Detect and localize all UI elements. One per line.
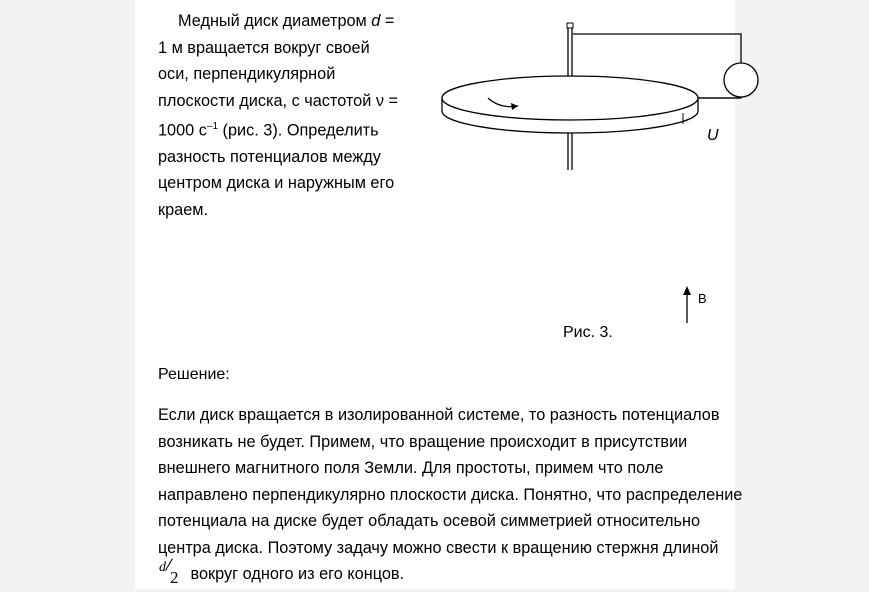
solution-text [158, 402, 758, 588]
figure-disk [436, 18, 736, 338]
field-arrow-head [683, 286, 691, 295]
field-label: B [698, 291, 707, 306]
problem-text [158, 8, 401, 223]
solution-line: Если диск вращается в изолированной системе, то разность потенциалов [158, 406, 720, 424]
axle-cap [567, 23, 573, 28]
frequency-exponent: –1 [206, 121, 219, 132]
voltage-label: U [707, 127, 719, 144]
voltmeter [724, 63, 758, 97]
problem-intro: Медный диск диаметром [178, 12, 372, 30]
solution-heading: Решение: [158, 366, 230, 383]
solution-line: внешнего магнитного поля Земли. Для простоты, примем что поле [158, 459, 664, 477]
fraction-d-over-2 [158, 560, 186, 587]
solution-line: возникать не будет. Примем, что вращение происходит в присутствии [158, 432, 688, 451]
diameter-variable: d [371, 12, 381, 30]
solution-final-text: вокруг одного из его концов. [186, 565, 405, 583]
solution-line: центра диска. Поэтому задачу можно свести к вращению стержня длиной [158, 538, 719, 557]
frequency-value: = 1000 с [158, 91, 399, 140]
fraction-denominator: 2 [170, 568, 179, 587]
disk-top [442, 76, 698, 120]
solution-line: направлено перпендикулярно плоскости диска. Понятно, что распределение [158, 485, 743, 504]
wire-top [573, 34, 741, 63]
figure-caption: Рис. 3. [563, 324, 613, 341]
problem-body: = 1 м вращается вокруг своей оси, перпендикулярной плоскости диска, с частотой [158, 12, 395, 110]
fraction-numerator: d [159, 560, 166, 575]
solution-last-line [158, 561, 758, 588]
disk-diagram [436, 18, 756, 338]
problem-question: (рис. 3). Определить разность потенциалов между центром диска и наружным его краем. [158, 121, 395, 219]
solution-line: потенциала на диске будет обладать осевой симметрией относительно [158, 512, 701, 530]
frequency-symbol: ν [375, 91, 384, 110]
